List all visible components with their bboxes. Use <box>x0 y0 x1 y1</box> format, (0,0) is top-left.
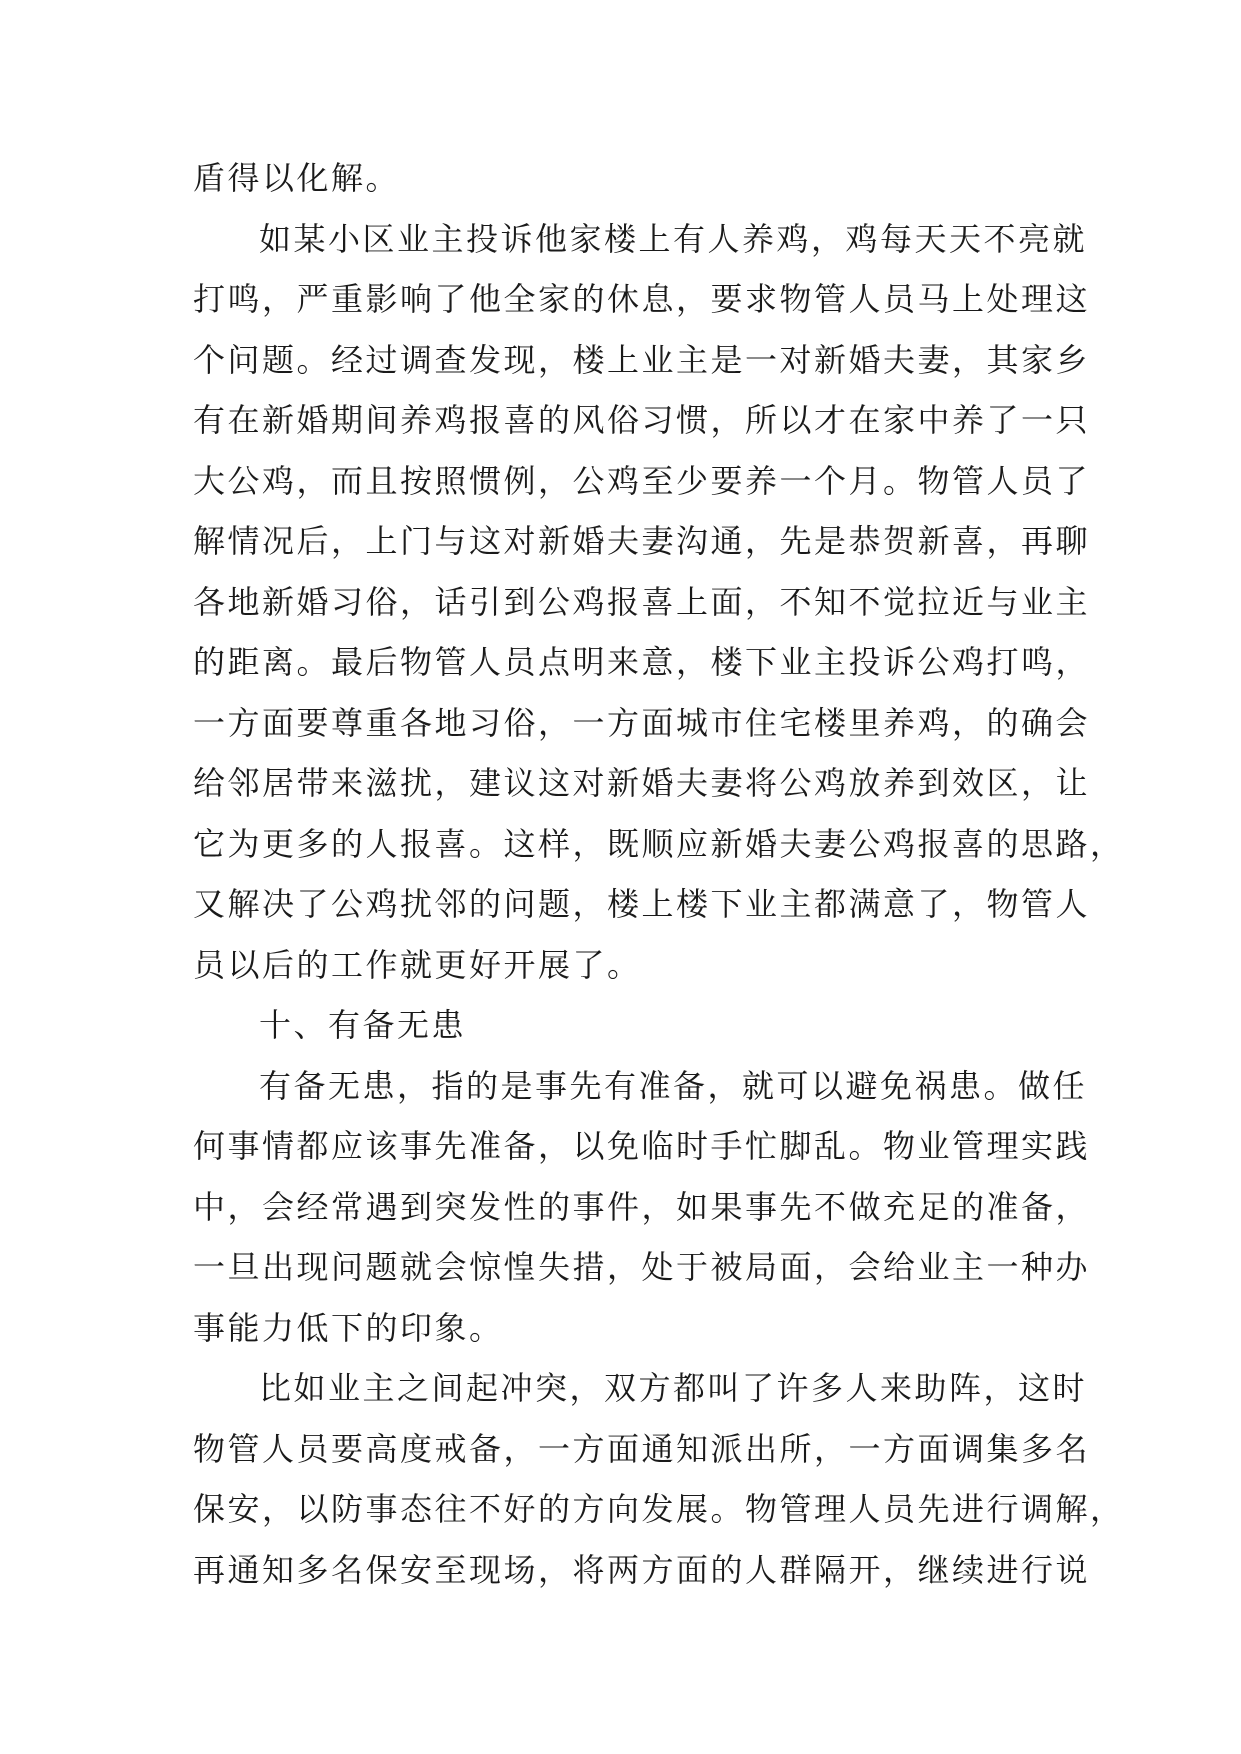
text-line: 何事情都应该事先准备，以免临时手忙脚乱。物业管理实践 <box>193 1127 1091 1165</box>
paragraph-first-line: 有备无患，指的是事先有准备，就可以避免祸患。做任 <box>259 1066 1088 1105</box>
text-line: 物管人员要高度戒备，一方面通知派出所，一方面调集多名 <box>193 1429 1091 1468</box>
text-line: 保安，以防事态往不好的方向发展。物管理人员先进行调解， <box>193 1490 1125 1528</box>
text-line: 的距离。最后物管人员点明来意，楼下业主投诉公鸡打鸣， <box>193 643 1091 681</box>
text-line: 打鸣，严重影响了他全家的休息，要求物管人员马上处理这 <box>193 280 1091 318</box>
section-heading: 十、有备无患 <box>259 1006 467 1044</box>
text-line: 大公鸡，而且按照惯例，公鸡至少要养一个月。物管人员了 <box>193 461 1091 500</box>
text-line: 中，会经常遇到突发性的事件，如果事先不做充足的准备， <box>193 1187 1091 1226</box>
text-line: 个问题。经过调查发现，楼上业主是一对新婚夫妻，其家乡 <box>193 340 1091 379</box>
text-line: 再通知多名保安至现场，将两方面的人群隔开，继续进行说 <box>193 1550 1091 1589</box>
paragraph-first-line: 如某小区业主投诉他家楼上有人养鸡，鸡每天天不亮就 <box>259 219 1088 258</box>
paragraph-first-line: 比如业主之间起冲突，双方都叫了许多人来助阵，这时 <box>259 1369 1088 1407</box>
text-line: 员以后的工作就更好开展了。 <box>193 945 642 984</box>
text-line: 有在新婚期间养鸡报喜的风俗习惯，所以才在家中养了一只 <box>193 401 1091 439</box>
text-line: 又解决了公鸡扰邻的问题，楼上楼下业主都满意了，物管人 <box>193 885 1091 923</box>
text-line: 一方面要尊重各地习俗，一方面城市住宅楼里养鸡，的确会 <box>193 703 1091 742</box>
text-line: 各地新婚习俗，话引到公鸡报喜上面，不知不觉拉近与业主 <box>193 582 1091 621</box>
text-line: 给邻居带来滋扰，建议这对新婚夫妻将公鸡放养到效区，让 <box>193 764 1091 802</box>
text-line: 盾得以化解。 <box>193 159 401 197</box>
text-line: 解情况后，上门与这对新婚夫妻沟通，先是恭贺新喜，再聊 <box>193 522 1091 560</box>
text-line: 一旦出现问题就会惊惶失措，处于被局面，会给业主一种办 <box>193 1248 1091 1286</box>
document-body <box>193 148 1125 1600</box>
text-line: 事能力低下的印象。 <box>193 1308 504 1347</box>
text-line: 它为更多的人报喜。这样，既顺应新婚夫妻公鸡报喜的思路， <box>193 824 1125 863</box>
